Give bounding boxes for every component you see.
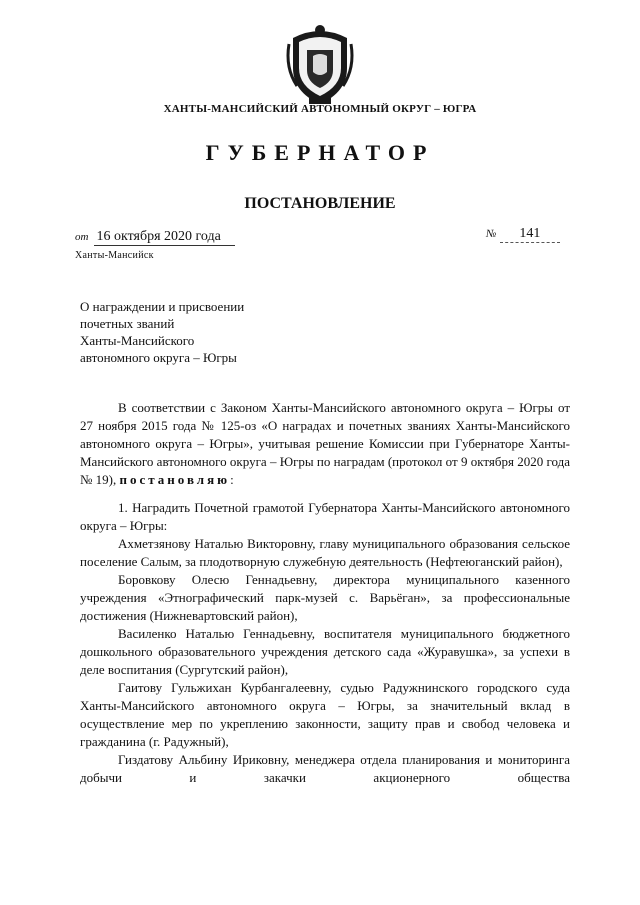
document-date: 16 октября 2020 года: [94, 229, 234, 246]
number-row: [486, 226, 560, 243]
region-title: ХАНТЫ-МАНСИЙСКИЙ АВТОНОМНЫЙ ОКРУГ – ЮГРА: [163, 103, 477, 115]
person-paragraph: Ахметзянову Наталью Викторовну, главу муниципального образования сельское поселение Салым, за плодотворную служебную деятельность (Нефтеюганский район),: [80, 536, 570, 569]
date-row: [75, 229, 235, 246]
document-body: [80, 399, 570, 787]
subject-line: Ханты-Мансийского: [80, 333, 195, 348]
person-paragraph: Боровкову Олесю Геннадьевну, директора муниципального казенного учреждения «Этнографический парк-музей с. Варьёган», за профессиональные достижения (Нижневартовский район),: [80, 572, 570, 623]
coat-of-arms-emblem: [283, 22, 357, 108]
governor-heading: ГУБЕРНАТОР: [205, 140, 435, 165]
subject-line: почетных званий: [80, 316, 175, 331]
preamble-text: В соответствии с Законом Ханты-Мансийского автономного округа – Югры от 27 ноября 2015 года № 125-оз «О наградах и почетных званиях Ханты-Мансийского автономного округа – Югры», учитывая решение Комиссии при Губернаторе Ханты-Мансийского автономного округа – Югры по наградам (протокол от 9 октября 2020 года № 19),: [80, 400, 570, 487]
preamble-paragraph: [80, 399, 570, 489]
person-paragraph: Василенко Наталью Геннадьевну, воспитателя муниципального бюджетного дошкольного образовательного учреждения детского сада «Журавушка», за успехи в деле воспитания (Сургутский район),: [80, 626, 570, 677]
document-number: 141: [500, 226, 560, 243]
item-paragraph: 1. Наградить Почетной грамотой Губернатора Ханты-Мансийского автономного округа – Югры:: [80, 500, 570, 533]
decree-word: постановляю: [119, 472, 231, 487]
number-sign: №: [486, 228, 497, 240]
document-subject: [80, 298, 244, 366]
document-type: ПОСТАНОВЛЕНИЕ: [244, 195, 396, 212]
decree-colon: :: [230, 472, 234, 487]
person-paragraph: Гиздатову Альбину Ириковну, менеджера отдела планирования и мониторинга добычи и закачки акционерного общества: [80, 752, 570, 785]
subject-line: автономного округа – Югры: [80, 350, 237, 365]
subject-line: О награждении и присвоении: [80, 299, 245, 314]
person-paragraph: Гаитову Гульжихан Курбангалеевну, судью Радужнинского городского суда Ханты-Мансийского автономного округа – Югры, за значительный вклад в осуществление мер по укреплению законности, защиту прав и свобод человека и гражданина (г. Радужный),: [80, 680, 570, 749]
city-name: Ханты-Мансийск: [75, 250, 154, 261]
date-prefix: от: [75, 231, 89, 243]
